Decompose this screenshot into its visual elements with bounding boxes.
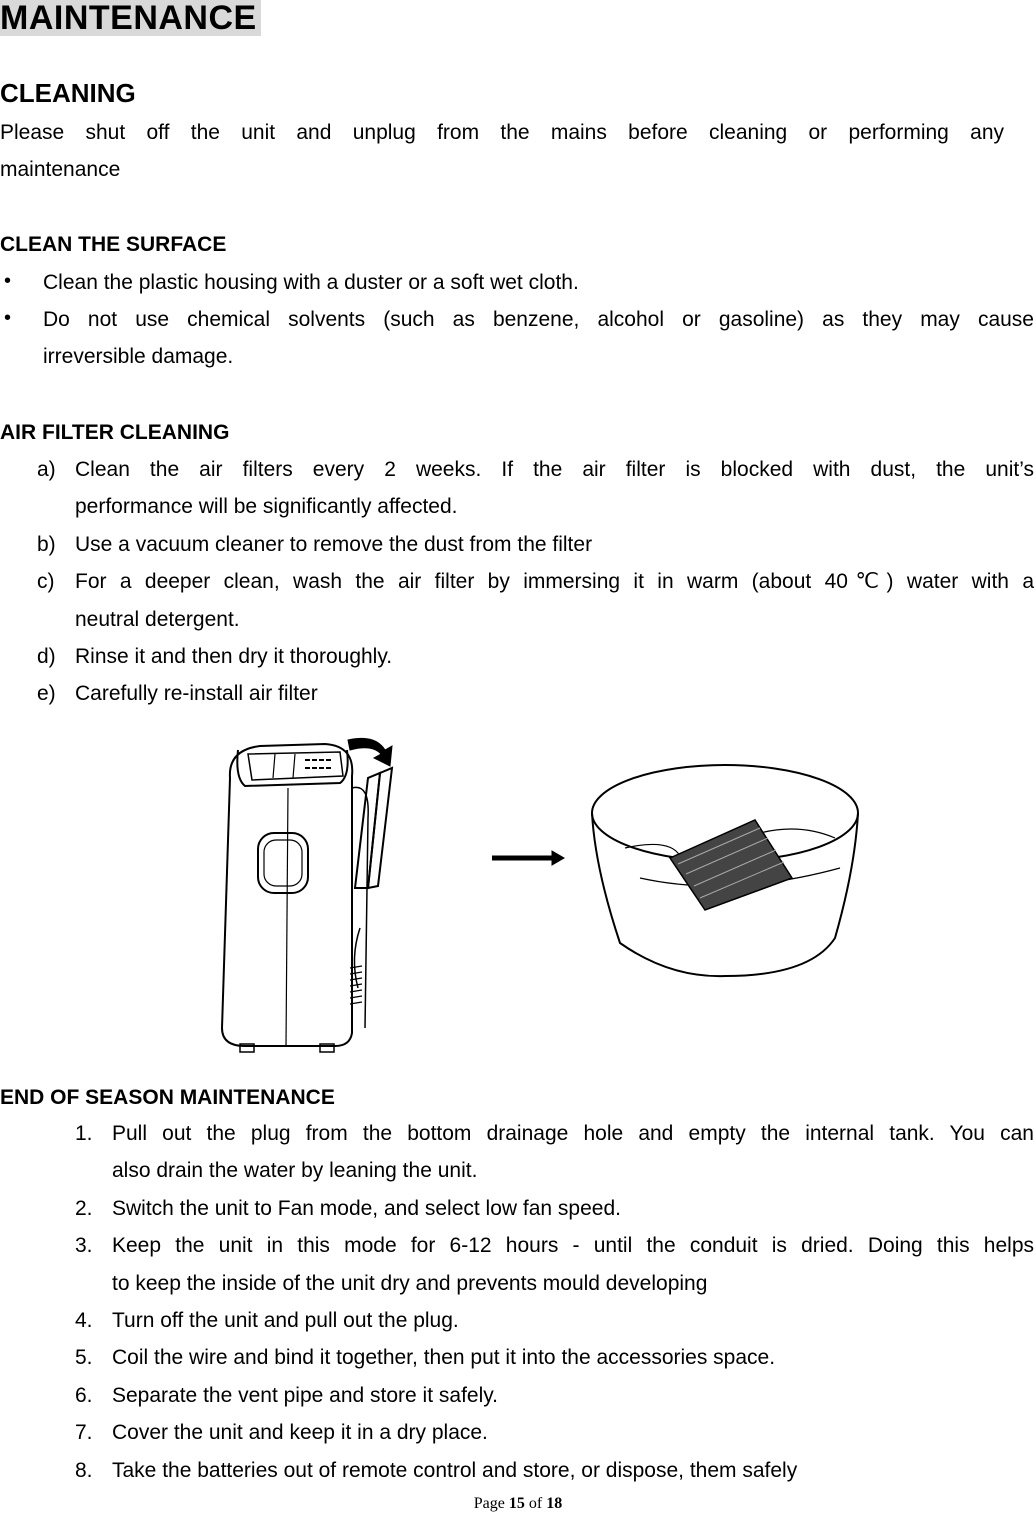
surface-bullet-2: Do not use chemical solvents (such as benzene, alcohol or gasoline) as they may cause (43, 308, 1034, 331)
filter-marker: d) (37, 645, 56, 668)
wet-filter-icon (670, 820, 792, 910)
bullet-icon: • (4, 270, 12, 292)
surface-bullet-1: Clean the plastic housing with a duster or a soft wet cloth. (43, 271, 579, 294)
surface-heading: CLEAN THE SURFACE (0, 233, 227, 256)
season-item-text: Take the batteries out of remote control and store, or dispose, them safely (112, 1458, 798, 1482)
filter-item-text: Carefully re-install air filter (75, 682, 318, 706)
curved-arrow-icon (348, 738, 392, 766)
season-marker: 8. (75, 1458, 93, 1482)
filter-heading: AIR FILTER CLEANING (0, 421, 230, 444)
footer-of-word: of (528, 1495, 543, 1512)
season-item-text: Cover the unit and keep it in a dry place. (112, 1421, 488, 1445)
footer-total-pages: 18 (546, 1495, 563, 1512)
cleaning-intro-line-2: maintenance (0, 158, 121, 181)
bullet-icon: • (4, 307, 12, 329)
footer-page-number: 15 (508, 1495, 525, 1512)
cleaning-heading: CLEANING (0, 78, 136, 108)
filter-item-text: For a deeper clean, wash the air filter by immersing it in warm (about 40℃) water with a (75, 570, 1034, 594)
season-marker: 3. (75, 1234, 93, 1258)
footer-page-word: Page (473, 1495, 505, 1512)
season-item-text: Turn off the unit and pull out the plug. (112, 1309, 459, 1332)
filter-marker: b) (37, 532, 56, 556)
page-footer (0, 1495, 1036, 1513)
season-marker: 7. (75, 1421, 93, 1445)
filter-item-text: Use a vacuum cleaner to remove the dust from the filter (75, 532, 593, 556)
filter-marker: e) (37, 682, 56, 706)
season-item-text: Switch the unit to Fan mode, and select low fan speed. (112, 1196, 621, 1220)
filter-marker: c) (37, 570, 55, 594)
season-marker: 6. (75, 1383, 93, 1407)
season-item-text: Separate the vent pipe and store it safely. (112, 1383, 499, 1407)
season-marker: 1. (75, 1122, 93, 1145)
season-item-text: Keep the unit in this mode for 6-12 hours - until the conduit is dried. Doing this helps (112, 1234, 1034, 1258)
season-marker: 4. (75, 1309, 93, 1332)
season-item-text: to keep the inside of the unit dry and prevents mould developing (112, 1271, 708, 1295)
filter-item-text: neutral detergent. (75, 607, 240, 631)
season-item-text: also drain the water by leaning the unit. (112, 1159, 478, 1183)
filter-panel-icon (354, 768, 392, 988)
season-item-text: Pull out the plug from the bottom drainage hole and empty the internal tank. You can (112, 1122, 1034, 1145)
maintenance-illustration (200, 728, 880, 1058)
surface-bullet-2-cont: irreversible damage. (43, 345, 234, 368)
season-heading: END OF SEASON MAINTENANCE (0, 1086, 335, 1109)
air-conditioner-icon (222, 744, 368, 1052)
season-item-text: Coil the wire and bind it together, then put it into the accessories space. (112, 1346, 776, 1370)
filter-item-text: Clean the air filters every 2 weeks. If the air filter is blocked with dust, the unit’s (75, 458, 1034, 481)
season-marker: 5. (75, 1346, 93, 1370)
filter-item-text: Rinse it and then dry it thoroughly. (75, 645, 393, 668)
page-title: MAINTENANCE (0, 0, 261, 36)
filter-item-text: performance will be significantly affected. (75, 495, 458, 519)
season-marker: 2. (75, 1196, 93, 1220)
cleaning-intro-line-1: Please shut off the unit and unplug from the mains before cleaning or performing any (0, 121, 1004, 144)
filter-marker: a) (37, 458, 56, 481)
right-arrow-icon (492, 851, 564, 865)
